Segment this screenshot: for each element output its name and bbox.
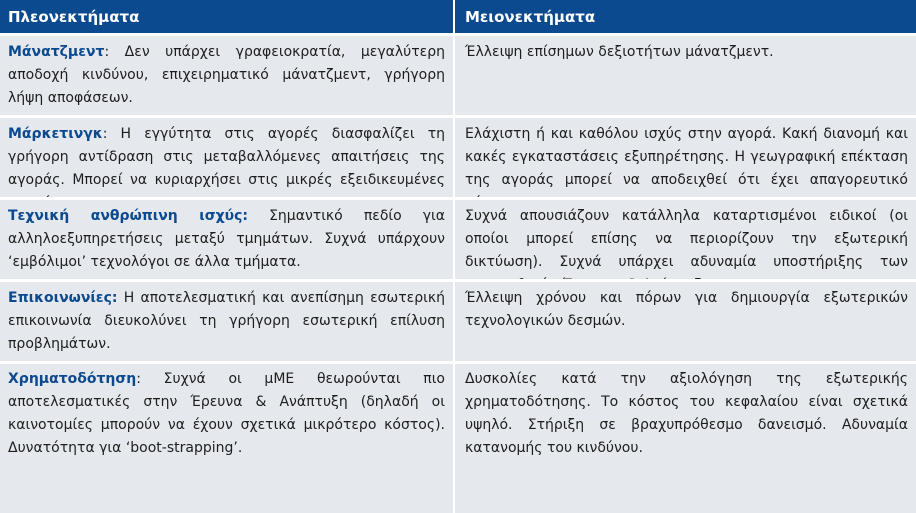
disadvantage-cell-management: [453, 33, 916, 115]
advantage-text: : Η εγγύτητα στις αγορές διασφαλίζει τη γρήγορη αντίδραση στις μεταβαλλόμενες απαιτήσεις της αγοράς. Μπορεί να κυριαρχήσει στις μικρές εξειδικευμένες: [8, 126, 445, 188]
advantage-cell-communications: [0, 279, 453, 361]
advantage-text: : Δεν υπάρχει γραφειοκρατία, μεγαλύτερη αποδοχή κινδύνου, επιχειρηματικό μάνατζμεντ, γρήγορη λήψη αποφάσεων.: [8, 44, 445, 106]
disadvantage-cell-finance: [453, 361, 916, 513]
advantage-cell-technical-manpower: [0, 197, 453, 279]
term-label: Τεχνική ανθρώπινη ισχύς:: [8, 208, 249, 224]
advantage-text: : Συχνά οι μΜΕ θεωρούνται πιο αποτελεσματικές στην Έρευνα & Ανάπτυξη (δηλαδή οι καινοτομίες μπορούν να έχουν σχετικά μικρότερο κόστος). Δυνατότητα για ‘boot-strapping’.: [8, 371, 445, 456]
header-disadvantages: Μειονεκτήματα: [453, 0, 916, 33]
disadvantage-cell-technical-manpower: [453, 197, 916, 279]
term-label: Μάρκετινγκ: [8, 126, 103, 142]
disadvantage-text: Ελάχιστη ή και καθόλου ισχύς στην αγορά. Κακή διανομή και κακές εγκαταστάσεις εξυπηρέτησης. Η γεωγραφική επέκταση της αγοράς μπορεί να αποδειχθεί ότι έχει απαγορευτικό: [465, 126, 908, 188]
advantage-text: Σημαντικό πεδίο για αλληλοεξυπηρετήσεις μεταξύ τμημάτων. Συχνά υπάρχουν ‘εμβόλιμοι’ τεχνολόγοι σε άλλα τμήματα.: [8, 208, 446, 270]
term-label: Μάνατζμεντ: [8, 44, 105, 60]
term-label: Επικοινωνίες:: [8, 290, 118, 306]
disadvantage-cell-marketing: [453, 115, 916, 197]
disadvantage-text: Έλλειψη χρόνου και πόρων για δημιουργία εξωτερικών τεχνολογικών δεσμών.: [465, 290, 908, 329]
advantage-cell-finance: [0, 361, 453, 513]
advantage-text: Η αποτελεσματική και ανεπίσημη εσωτερική επικοινωνία διευκολύνει τη γρήγορη εσωτερική επίλυση προβλημάτων.: [8, 290, 445, 352]
advantage-cell-marketing: [0, 115, 453, 197]
term-label: Χρηματοδότηση: [8, 371, 137, 387]
disadvantage-text: Έλλειψη επίσημων δεξιοτήτων μάνατζμεντ.: [465, 44, 774, 60]
advantage-cell-management: [0, 33, 453, 115]
disadvantage-cell-communications: [453, 279, 916, 361]
disadvantage-text: Συχνά απουσιάζουν κατάλληλα καταρτισμένοι ειδικοί (οι οποίοι μπορεί επίσης να περιορίζουν την εξωτερική δικτύωση). Συχνά υπάρχει αδυναμία υποστήριξης των: [465, 208, 908, 270]
header-advantages: Πλεονεκτήματα: [0, 0, 453, 33]
disadvantage-text: Δυσκολίες κατά την αξιολόγηση της εξωτερικής χρηματοδότησης. Το κόστος του κεφαλαίου είναι σχετικά υψηλό. Στήριξη σε βραχυπρόθεσμο δανεισμό. Αδυναμία κατανομής του κινδύνου.: [465, 371, 908, 456]
